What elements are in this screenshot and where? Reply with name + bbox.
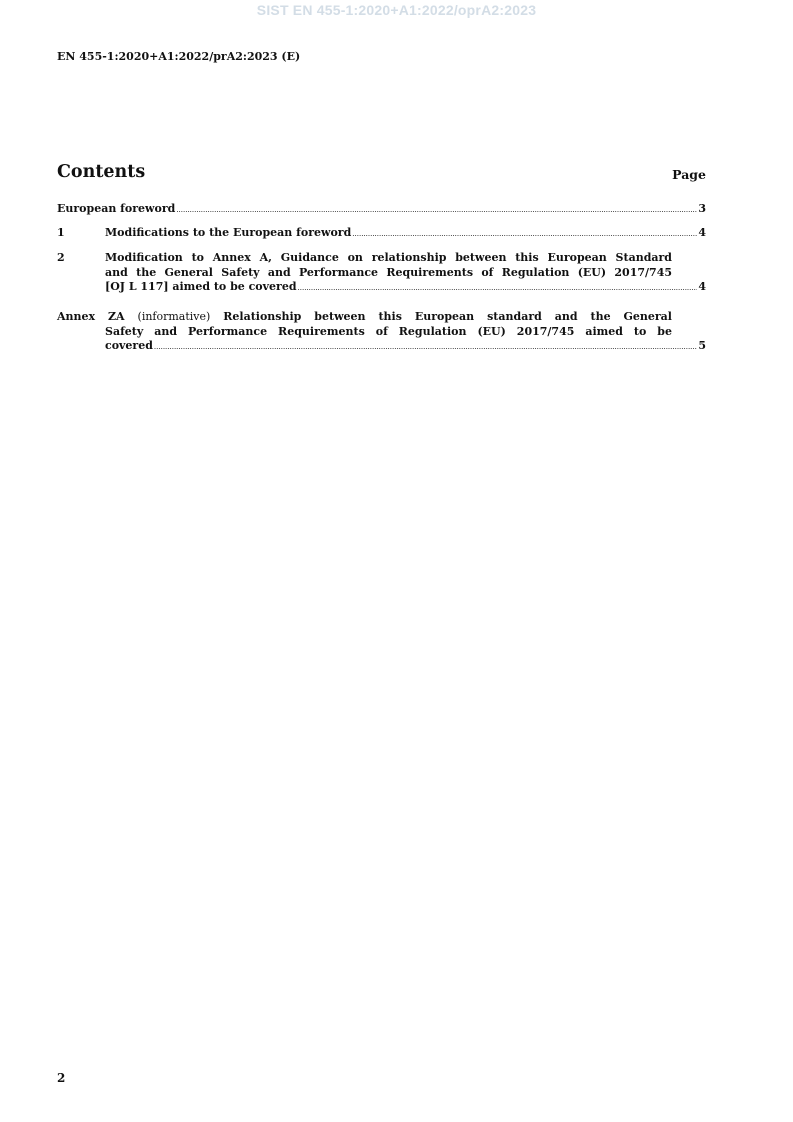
annex-qualifier: (informative) — [137, 310, 211, 323]
dot-leader — [176, 202, 697, 218]
toc-entry-label[interactable]: European foreword — [57, 202, 176, 215]
contents-heading-row — [57, 158, 706, 182]
toc-entry-label-line-3[interactable]: [OJ L 117] aimed to be covered — [105, 280, 297, 293]
toc-entry-european-foreword[interactable] — [57, 202, 706, 218]
annex-title-start: Relationship between this European standard and the General — [223, 310, 672, 323]
document-identifier: EN 455-1:2020+A1:2022/prA2:2023 (E) — [57, 50, 301, 63]
toc-entry-annex-line-2[interactable]: Safety and Performance Requirements of Regulation (EU) 2017/745 aimed to be — [105, 324, 672, 338]
toc-entry-annex-line-3[interactable]: covered — [105, 339, 153, 352]
toc-entry-label-line-1[interactable]: Modification to Annex A, Guidance on relationship between this European Standard — [105, 251, 672, 264]
annex-prefix: Annex ZA — [57, 310, 125, 323]
dot-leader — [352, 226, 697, 242]
toc-entry-number: 1 — [57, 226, 65, 239]
toc-entry-page: 5 — [698, 339, 706, 352]
page-column-label: Page — [672, 167, 706, 182]
page-number: 2 — [57, 1071, 66, 1085]
toc-entry-label[interactable]: Modifications to the European foreword — [105, 226, 352, 239]
watermark: SIST EN 455-1:2020+A1:2022/oprA2:2023 — [256, 2, 537, 18]
toc-entry-page: 3 — [698, 202, 706, 215]
toc-entry-label-line-2[interactable]: and the General Safety and Performance Requirements of Regulation (EU) 2017/745 — [105, 265, 672, 279]
toc-entry-page: 4 — [698, 280, 706, 293]
dot-leader — [154, 339, 697, 355]
toc-entry-annex-za[interactable] — [57, 310, 706, 355]
toc-entry-annex-line-1[interactable] — [57, 310, 706, 325]
contents-title: Contents — [57, 162, 146, 182]
toc-entry-number: 2 — [57, 251, 65, 264]
dot-leader — [298, 280, 698, 296]
toc-entry-page: 4 — [698, 226, 706, 239]
